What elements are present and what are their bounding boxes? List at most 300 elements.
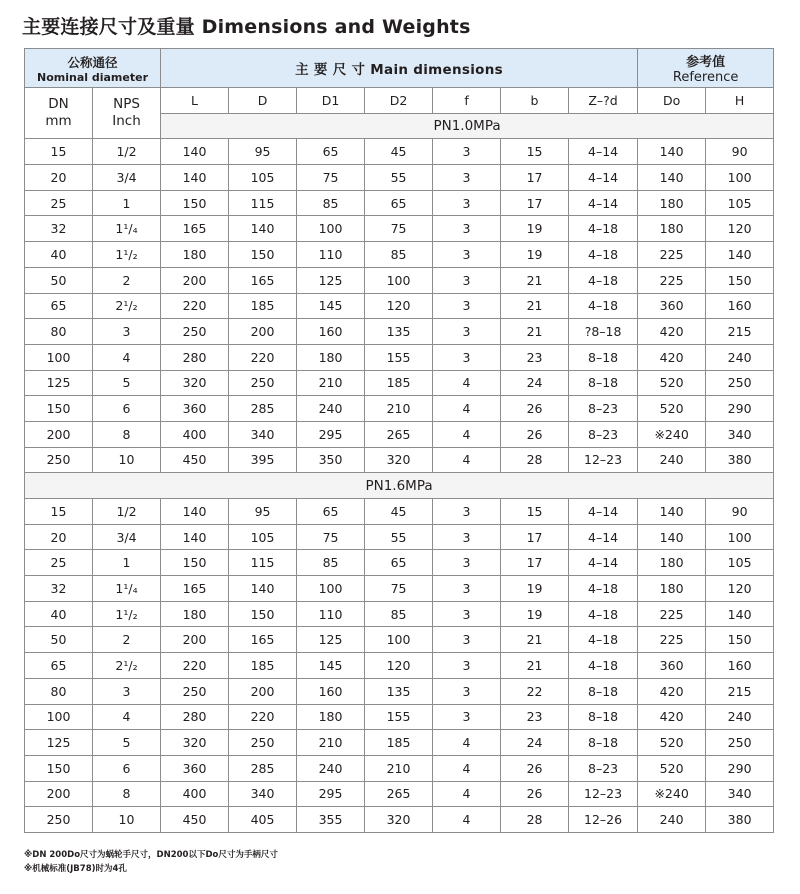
- dn-label: DN: [48, 96, 69, 113]
- table-cell: 450: [161, 807, 229, 833]
- table-cell: 120: [365, 653, 433, 679]
- reference-en: Reference: [672, 70, 739, 85]
- table-cell: 125: [297, 267, 365, 293]
- table-cell: 150: [229, 242, 297, 268]
- table-cell: 4–18: [569, 627, 638, 653]
- table-cell: 25: [25, 550, 93, 576]
- table-cell: 4–14: [569, 139, 638, 165]
- table-cell: 8–23: [569, 755, 638, 781]
- table-cell: 80: [25, 319, 93, 345]
- col-header-b: b: [501, 88, 569, 114]
- table-cell: 160: [706, 653, 774, 679]
- table-cell: 75: [365, 576, 433, 602]
- table-cell: 17: [501, 190, 569, 216]
- table-cell: 65: [365, 550, 433, 576]
- table-cell: 3: [433, 293, 501, 319]
- table-row: [25, 242, 774, 268]
- table-cell: 225: [638, 242, 706, 268]
- table-cell: 165: [229, 267, 297, 293]
- table-cell: 55: [365, 524, 433, 550]
- table-cell: 3: [433, 550, 501, 576]
- table-cell: 8–18: [569, 704, 638, 730]
- table-cell: 140: [229, 576, 297, 602]
- table-row: [25, 524, 774, 550]
- table-cell: 420: [638, 678, 706, 704]
- table-cell: 165: [161, 576, 229, 602]
- table-cell: 520: [638, 396, 706, 422]
- table-row: [25, 678, 774, 704]
- table-cell: 105: [229, 165, 297, 191]
- table-cell: 115: [229, 550, 297, 576]
- nominal-diameter-en: Nominal diameter: [37, 70, 148, 84]
- table-cell: 10: [93, 807, 161, 833]
- table-cell: 3: [433, 704, 501, 730]
- table-cell: 20: [25, 165, 93, 191]
- table-cell: 12–23: [569, 781, 638, 807]
- table-cell: 21: [501, 319, 569, 345]
- table-cell: 105: [706, 550, 774, 576]
- table-cell: 3: [433, 344, 501, 370]
- table-cell: 10: [93, 447, 161, 473]
- table-cell: 1: [93, 190, 161, 216]
- table-cell: 250: [25, 447, 93, 473]
- table-cell: 6: [93, 755, 161, 781]
- table-cell: 4–18: [569, 653, 638, 679]
- table-cell: 250: [25, 807, 93, 833]
- nominal-diameter-cn: 公称通径: [67, 54, 118, 70]
- table-cell: 100: [25, 704, 93, 730]
- table-cell: 185: [229, 293, 297, 319]
- table-row: [25, 190, 774, 216]
- table-cell: 520: [638, 730, 706, 756]
- table-cell: 105: [229, 524, 297, 550]
- table-cell: 185: [365, 730, 433, 756]
- table-row: [25, 139, 774, 165]
- table-cell: 240: [706, 704, 774, 730]
- table-cell: 25: [25, 190, 93, 216]
- table-cell: 3/4: [93, 524, 161, 550]
- table-cell: 2¹/₂: [93, 293, 161, 319]
- table-cell: 160: [297, 678, 365, 704]
- table-cell: 65: [297, 139, 365, 165]
- table-cell: 225: [638, 627, 706, 653]
- table-cell: 200: [25, 421, 93, 447]
- table-cell: 180: [638, 576, 706, 602]
- table-cell: 210: [297, 730, 365, 756]
- table-cell: 17: [501, 524, 569, 550]
- section-row-pn16: [25, 473, 774, 499]
- table-cell: 4: [433, 370, 501, 396]
- table-cell: 24: [501, 370, 569, 396]
- table-cell: 360: [161, 396, 229, 422]
- table-cell: 225: [638, 267, 706, 293]
- table-cell: 3: [433, 601, 501, 627]
- nps-header: [93, 88, 161, 139]
- table-cell: 65: [25, 293, 93, 319]
- table-cell: 26: [501, 421, 569, 447]
- table-cell: 12–26: [569, 807, 638, 833]
- table-cell: 115: [229, 190, 297, 216]
- table-cell: 250: [706, 370, 774, 396]
- table-cell: 3: [433, 524, 501, 550]
- table-cell: 32: [25, 216, 93, 242]
- table-cell: 140: [161, 165, 229, 191]
- table-cell: 80: [25, 678, 93, 704]
- table-cell: 21: [501, 627, 569, 653]
- column-header-row: [25, 88, 774, 114]
- table-cell: 4–14: [569, 550, 638, 576]
- table-cell: 15: [25, 139, 93, 165]
- table-cell: 3: [433, 267, 501, 293]
- table-cell: 150: [161, 190, 229, 216]
- table-cell: 24: [501, 730, 569, 756]
- table-cell: 3/4: [93, 165, 161, 191]
- table-cell: 8: [93, 781, 161, 807]
- table-row: [25, 576, 774, 602]
- table-cell: 150: [25, 396, 93, 422]
- table-cell: 1¹/₄: [93, 216, 161, 242]
- table-cell: 240: [297, 755, 365, 781]
- table-cell: 250: [161, 319, 229, 345]
- table-row: [25, 704, 774, 730]
- table-cell: 180: [638, 190, 706, 216]
- table-cell: 280: [161, 344, 229, 370]
- table-cell: 85: [297, 550, 365, 576]
- table-cell: 3: [433, 627, 501, 653]
- table-cell: 100: [297, 576, 365, 602]
- table-cell: 105: [706, 190, 774, 216]
- table-cell: 22: [501, 678, 569, 704]
- table-cell: 420: [638, 704, 706, 730]
- table-cell: 125: [25, 730, 93, 756]
- table-cell: 4: [433, 396, 501, 422]
- table-cell: 55: [365, 165, 433, 191]
- table-cell: 180: [638, 550, 706, 576]
- table-cell: 8–23: [569, 396, 638, 422]
- table-cell: 135: [365, 678, 433, 704]
- table-cell: 20: [25, 524, 93, 550]
- table-cell: 360: [638, 653, 706, 679]
- table-cell: 4–18: [569, 601, 638, 627]
- table-cell: 2: [93, 627, 161, 653]
- col-header-f: f: [433, 88, 501, 114]
- table-cell: 145: [297, 293, 365, 319]
- table-cell: 110: [297, 601, 365, 627]
- table-cell: 400: [161, 421, 229, 447]
- table-cell: 40: [25, 242, 93, 268]
- table-cell: 180: [297, 704, 365, 730]
- table-row: [25, 730, 774, 756]
- table-cell: 3: [433, 499, 501, 525]
- table-cell: 120: [706, 216, 774, 242]
- table-cell: 100: [706, 165, 774, 191]
- table-cell: 420: [638, 344, 706, 370]
- table-row: [25, 216, 774, 242]
- nps-label: NPS: [113, 96, 140, 113]
- col-header-l: L: [161, 88, 229, 114]
- table-cell: 250: [229, 370, 297, 396]
- table-cell: 240: [297, 396, 365, 422]
- table-cell: 100: [706, 524, 774, 550]
- table-cell: 265: [365, 421, 433, 447]
- table-cell: 240: [638, 447, 706, 473]
- table-cell: 250: [229, 730, 297, 756]
- table-cell: 140: [161, 524, 229, 550]
- table-cell: 220: [161, 653, 229, 679]
- table-cell: 4: [433, 807, 501, 833]
- table-cell: 150: [229, 601, 297, 627]
- table-cell: 285: [229, 755, 297, 781]
- table-row: [25, 653, 774, 679]
- table-cell: 185: [229, 653, 297, 679]
- table-cell: 8–18: [569, 344, 638, 370]
- table-cell: 420: [638, 319, 706, 345]
- table-cell: 50: [25, 267, 93, 293]
- table-cell: 180: [638, 216, 706, 242]
- table-cell: ※240: [638, 781, 706, 807]
- table-cell: 125: [25, 370, 93, 396]
- table-cell: 17: [501, 550, 569, 576]
- table-cell: 23: [501, 344, 569, 370]
- table-cell: 215: [706, 678, 774, 704]
- table-row: [25, 344, 774, 370]
- table-cell: 3: [93, 678, 161, 704]
- col-header-d: D: [229, 88, 297, 114]
- table-cell: 520: [638, 755, 706, 781]
- table-cell: 210: [365, 396, 433, 422]
- table-cell: 320: [365, 447, 433, 473]
- table-cell: 220: [229, 344, 297, 370]
- table-cell: 85: [365, 242, 433, 268]
- table-cell: 100: [365, 267, 433, 293]
- table-cell: 140: [706, 601, 774, 627]
- table-cell: 290: [706, 755, 774, 781]
- table-cell: 340: [706, 421, 774, 447]
- table-cell: 26: [501, 396, 569, 422]
- table-cell: 19: [501, 216, 569, 242]
- col-header-bolts: Z–?d: [569, 88, 638, 114]
- table-cell: 19: [501, 242, 569, 268]
- table-cell: 145: [297, 653, 365, 679]
- footnote: ※DN 200Do尺寸为蜗轮手尺寸，DN200以下Do尺寸为手柄尺寸: [24, 850, 278, 860]
- table-cell: 4–18: [569, 267, 638, 293]
- footnotes: [24, 848, 278, 876]
- table-row: [25, 396, 774, 422]
- table-cell: 4–18: [569, 216, 638, 242]
- table-cell: 450: [161, 447, 229, 473]
- table-cell: 140: [638, 165, 706, 191]
- table-cell: 3: [433, 165, 501, 191]
- table-cell: 4: [433, 755, 501, 781]
- table-cell: 2: [93, 267, 161, 293]
- table-cell: 4–18: [569, 576, 638, 602]
- table-row: [25, 421, 774, 447]
- table-cell: 100: [25, 344, 93, 370]
- table-cell: 21: [501, 267, 569, 293]
- table-cell: 180: [161, 601, 229, 627]
- table-cell: 21: [501, 653, 569, 679]
- reference-header: [638, 49, 774, 88]
- table-cell: 350: [297, 447, 365, 473]
- table-cell: 135: [365, 319, 433, 345]
- table-cell: 19: [501, 576, 569, 602]
- table-cell: ※240: [638, 421, 706, 447]
- table-cell: 1/2: [93, 499, 161, 525]
- table-cell: 320: [365, 807, 433, 833]
- table-cell: 110: [297, 242, 365, 268]
- table-cell: 6: [93, 396, 161, 422]
- col-header-d1: D1: [297, 88, 365, 114]
- table-cell: 8–18: [569, 370, 638, 396]
- table-cell: 90: [706, 139, 774, 165]
- table-cell: 4–18: [569, 293, 638, 319]
- table-row: [25, 267, 774, 293]
- table-cell: 26: [501, 781, 569, 807]
- table-row: [25, 499, 774, 525]
- table-row: [25, 781, 774, 807]
- table-cell: 220: [161, 293, 229, 319]
- table-row: [25, 550, 774, 576]
- table-cell: 1¹/₂: [93, 601, 161, 627]
- table-cell: 280: [161, 704, 229, 730]
- table-cell: 8: [93, 421, 161, 447]
- dn-unit: mm: [45, 113, 72, 130]
- table-cell: 395: [229, 447, 297, 473]
- table-cell: 215: [706, 319, 774, 345]
- table-row: [25, 807, 774, 833]
- table-cell: 95: [229, 139, 297, 165]
- table-cell: 265: [365, 781, 433, 807]
- table-cell: 380: [706, 807, 774, 833]
- dimensions-table: [24, 48, 774, 833]
- table-cell: 3: [433, 139, 501, 165]
- table-cell: 100: [365, 627, 433, 653]
- table-row: [25, 447, 774, 473]
- table-cell: 32: [25, 576, 93, 602]
- table-cell: 4: [93, 704, 161, 730]
- table-cell: 4–14: [569, 190, 638, 216]
- table-cell: 17: [501, 165, 569, 191]
- table-cell: 4: [433, 730, 501, 756]
- reference-cn: 参考值: [686, 55, 726, 70]
- table-cell: 285: [229, 396, 297, 422]
- table-cell: 380: [706, 447, 774, 473]
- table-cell: 40: [25, 601, 93, 627]
- table-cell: 75: [365, 216, 433, 242]
- table-cell: 8–18: [569, 730, 638, 756]
- table-cell: 140: [638, 139, 706, 165]
- table-cell: 120: [365, 293, 433, 319]
- table-cell: 65: [365, 190, 433, 216]
- col-header-h: H: [706, 88, 774, 114]
- table-cell: 3: [433, 190, 501, 216]
- table-cell: 45: [365, 139, 433, 165]
- section-label: PN1.0MPa: [161, 113, 774, 139]
- table-cell: 28: [501, 807, 569, 833]
- table-cell: 100: [297, 216, 365, 242]
- table-cell: 250: [706, 730, 774, 756]
- table-cell: 400: [161, 781, 229, 807]
- table-cell: 15: [25, 499, 93, 525]
- table-row: [25, 370, 774, 396]
- table-cell: 3: [433, 678, 501, 704]
- table-cell: 295: [297, 421, 365, 447]
- table-cell: 240: [706, 344, 774, 370]
- table-cell: 2¹/₂: [93, 653, 161, 679]
- nominal-diameter-header: [25, 49, 161, 88]
- section-label: PN1.6MPa: [25, 473, 774, 499]
- table-cell: 200: [161, 267, 229, 293]
- page-title: 主要连接尺寸及重量 Dimensions and Weights: [22, 16, 471, 38]
- table-cell: 360: [161, 755, 229, 781]
- table-cell: 150: [706, 267, 774, 293]
- table-cell: 150: [161, 550, 229, 576]
- table-cell: 75: [297, 165, 365, 191]
- table-cell: 225: [638, 601, 706, 627]
- table-cell: 3: [433, 242, 501, 268]
- table-cell: 21: [501, 293, 569, 319]
- table-cell: 1¹/₄: [93, 576, 161, 602]
- table-cell: 200: [161, 627, 229, 653]
- table-cell: 160: [297, 319, 365, 345]
- table-cell: 295: [297, 781, 365, 807]
- table-cell: 120: [706, 576, 774, 602]
- col-header-d2: D2: [365, 88, 433, 114]
- table-cell: 320: [161, 730, 229, 756]
- table-row: [25, 601, 774, 627]
- table-cell: 1: [93, 550, 161, 576]
- table-cell: 355: [297, 807, 365, 833]
- table-cell: 165: [229, 627, 297, 653]
- table-cell: 180: [297, 344, 365, 370]
- table-cell: 50: [25, 627, 93, 653]
- table-cell: 155: [365, 344, 433, 370]
- table-cell: 220: [229, 704, 297, 730]
- table-cell: 85: [365, 601, 433, 627]
- table-cell: 5: [93, 370, 161, 396]
- table-cell: 4–14: [569, 499, 638, 525]
- table-cell: 520: [638, 370, 706, 396]
- table-cell: 240: [638, 807, 706, 833]
- table-cell: 185: [365, 370, 433, 396]
- footnote: ※机械标准(JB78)时为4孔: [24, 864, 127, 874]
- table-cell: 65: [25, 653, 93, 679]
- table-cell: 340: [706, 781, 774, 807]
- table-cell: 1¹/₂: [93, 242, 161, 268]
- table-cell: 4: [433, 781, 501, 807]
- table-cell: 1/2: [93, 139, 161, 165]
- table-cell: 4–14: [569, 524, 638, 550]
- table-cell: 3: [433, 576, 501, 602]
- table-cell: 180: [161, 242, 229, 268]
- table-cell: 140: [638, 524, 706, 550]
- table-cell: 165: [161, 216, 229, 242]
- table-cell: 65: [297, 499, 365, 525]
- table-cell: 26: [501, 755, 569, 781]
- table-cell: 160: [706, 293, 774, 319]
- table-cell: 8–18: [569, 678, 638, 704]
- table-cell: 360: [638, 293, 706, 319]
- table-cell: 75: [297, 524, 365, 550]
- table-cell: 15: [501, 499, 569, 525]
- table-cell: 340: [229, 781, 297, 807]
- table-cell: 210: [297, 370, 365, 396]
- table-cell: 140: [706, 242, 774, 268]
- table-cell: 4–18: [569, 242, 638, 268]
- table-row: [25, 319, 774, 345]
- table-cell: 125: [297, 627, 365, 653]
- table-cell: 45: [365, 499, 433, 525]
